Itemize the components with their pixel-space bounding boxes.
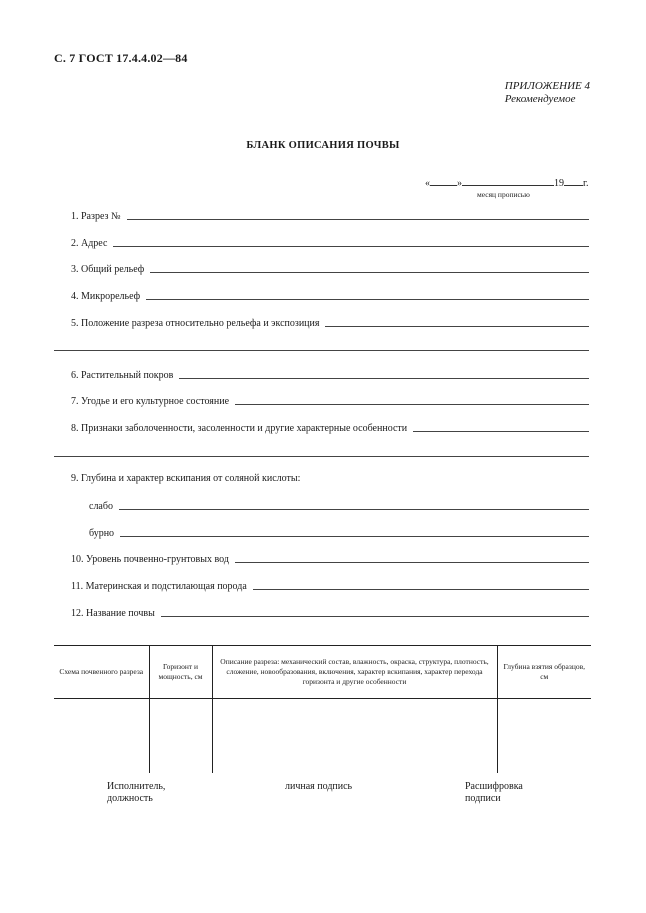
fill-line[interactable] (413, 431, 589, 432)
field-effervescence-heading: 9. Глубина и характер вскипания от соляной кислоты: (71, 473, 301, 484)
col-header-description: Описание разреза: механический состав, влажность, окраска, структура, плотность, сложение, новообразования, включения, характер вскипания, характер перехода горизонта и другие особенности (212, 646, 497, 699)
fill-line-continuation[interactable] (54, 456, 589, 457)
field-strong[interactable] (54, 525, 589, 539)
col-header-depth: Глубина взятия образцов, см (497, 646, 591, 699)
fill-line[interactable] (146, 299, 589, 300)
field-label: 4. Микрорельеф (71, 291, 141, 302)
appendix-label (505, 80, 590, 106)
fill-line[interactable] (235, 562, 589, 563)
fill-line[interactable] (150, 272, 589, 273)
field-label: 7. Угодье и его культурное состояние (71, 396, 230, 407)
field-label: 8. Признаки заболоченности, засоленности и другие характерные особенности (71, 423, 408, 434)
table-cell[interactable] (497, 699, 591, 774)
fill-line[interactable] (161, 616, 589, 617)
field-label: 1. Разрез № (71, 211, 121, 222)
field-address[interactable] (54, 235, 589, 249)
signature-personal: личная подпись (285, 781, 353, 792)
fill-line[interactable] (120, 536, 589, 537)
field-groundwater[interactable] (54, 551, 589, 565)
table-cell[interactable] (149, 699, 212, 774)
fill-line[interactable] (119, 509, 589, 510)
year-field[interactable] (564, 176, 583, 186)
field-relief[interactable] (54, 261, 589, 275)
fill-line[interactable] (179, 378, 589, 379)
date-line[interactable] (425, 176, 588, 189)
col-header-horizon: Горизонт и мощность, см (149, 646, 212, 699)
table-header-row (54, 646, 591, 699)
fill-line[interactable] (325, 326, 589, 327)
month-field[interactable] (462, 176, 554, 186)
field-label: 12. Название почвы (71, 608, 155, 619)
field-parent-rock[interactable] (54, 578, 589, 592)
field-label: бурно (89, 528, 115, 539)
col-header-scheme: Схема почвенного разреза (54, 646, 149, 699)
fill-line[interactable] (235, 404, 589, 405)
date-open-quote: « (425, 178, 430, 189)
fill-line[interactable] (253, 589, 589, 590)
appendix-subtitle: Рекомендуемое (504, 93, 576, 105)
month-hint: месяц прописью (477, 190, 530, 199)
appendix-title: ПРИЛОЖЕНИЕ 4 (504, 80, 590, 92)
date-close-quote: » (457, 178, 462, 189)
year-suffix: г. (583, 178, 589, 189)
signature-executor: Исполнитель, должность (107, 781, 166, 804)
field-label: 10. Уровень почвенно-грунтовых вод (71, 554, 229, 565)
fill-line-continuation[interactable] (54, 350, 589, 351)
form-title: БЛАНК ОПИСАНИЯ ПОЧВЫ (246, 140, 400, 151)
field-label: 2. Адрес (71, 238, 108, 249)
fill-line[interactable] (113, 246, 589, 247)
field-section[interactable] (54, 208, 589, 222)
field-label: 6. Растительный покров (71, 370, 174, 381)
table-cell[interactable] (54, 699, 149, 774)
fill-line[interactable] (127, 219, 589, 220)
table-cell[interactable] (212, 699, 497, 774)
field-position[interactable] (54, 315, 589, 329)
field-label: 11. Материнская и подстилающая порода (71, 581, 247, 592)
table-row[interactable] (54, 699, 591, 774)
field-land-use[interactable] (54, 393, 589, 407)
year-prefix: 19 (554, 178, 564, 189)
field-swamping[interactable] (54, 420, 589, 434)
field-vegetation[interactable] (54, 367, 589, 381)
description-table (54, 645, 591, 773)
field-soil-name[interactable] (54, 605, 589, 619)
page-header: С. 7 ГОСТ 17.4.4.02—84 (54, 51, 188, 65)
signature-decoding: Расшифровка подписи (465, 781, 523, 804)
day-field[interactable] (430, 176, 457, 186)
field-label: 5. Положение разреза относительно рельефа и экспозиция (71, 318, 320, 329)
field-microrelief[interactable] (54, 288, 589, 302)
field-weak[interactable] (54, 498, 589, 512)
field-label: слабо (89, 501, 113, 512)
field-label: 3. Общий рельеф (71, 264, 145, 275)
